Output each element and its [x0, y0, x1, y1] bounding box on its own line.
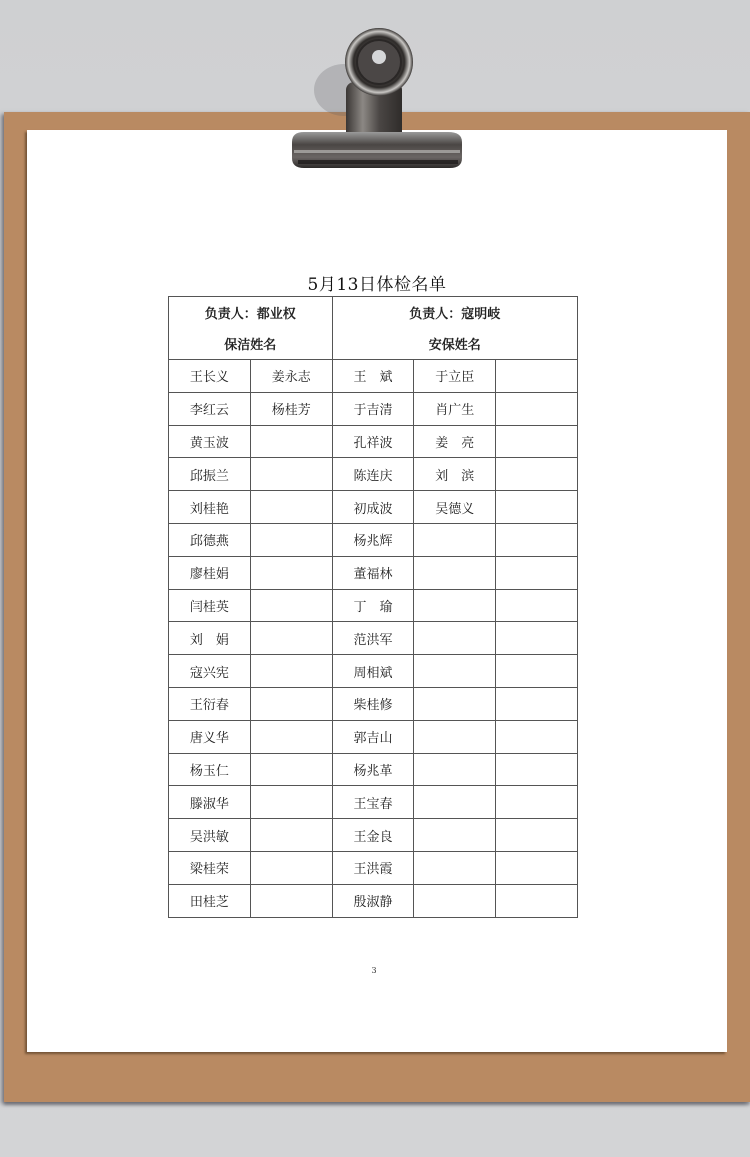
table-row: [169, 720, 578, 753]
security-name-cell: [496, 786, 578, 819]
security-name-cell: [496, 687, 578, 720]
page-number: 3: [371, 966, 377, 975]
security-name-cell: 孔祥波: [332, 425, 414, 458]
security-name-cell: 于吉清: [332, 392, 414, 425]
security-name-cell: 董福林: [332, 556, 414, 589]
cleaning-name-cell: 王长义: [169, 360, 251, 393]
security-name-cell: [414, 786, 496, 819]
table-row: [169, 523, 578, 556]
security-name-cell: [414, 753, 496, 786]
security-name-cell: [414, 884, 496, 917]
security-name-cell: [414, 720, 496, 753]
table-row: [169, 622, 578, 655]
table-row: [169, 819, 578, 852]
cleaning-name-cell: 吴洪敏: [169, 819, 251, 852]
cleaning-name-cell: 李红云: [169, 392, 251, 425]
table-row: [169, 392, 578, 425]
cleaning-name-cell: [250, 589, 332, 622]
security-name-cell: 初成波: [332, 491, 414, 524]
cleaning-name-cell: 杨桂芳: [250, 392, 332, 425]
security-name-cell: 柴桂修: [332, 687, 414, 720]
cleaning-name-cell: 姜永志: [250, 360, 332, 393]
cleaning-name-cell: 滕淑华: [169, 786, 251, 819]
security-name-cell: [414, 687, 496, 720]
cleaning-name-cell: [250, 425, 332, 458]
cleaning-name-cell: 黄玉波: [169, 425, 251, 458]
cleaning-name-cell: 寇兴宪: [169, 655, 251, 688]
table-row: [169, 851, 578, 884]
cleaning-name-cell: [250, 851, 332, 884]
cleaning-name-cell: [250, 458, 332, 491]
cleaning-section-header: 保洁姓名: [169, 328, 333, 360]
document-title: 5月13日体检名单: [307, 275, 447, 295]
security-name-cell: [496, 556, 578, 589]
security-name-cell: 杨兆辉: [332, 523, 414, 556]
security-name-cell: 王宝春: [332, 786, 414, 819]
security-name-cell: [414, 655, 496, 688]
cleaning-name-cell: 邱德燕: [169, 523, 251, 556]
security-name-cell: 肖广生: [414, 392, 496, 425]
security-name-cell: 王洪霞: [332, 851, 414, 884]
security-name-cell: [496, 523, 578, 556]
table-row: [169, 687, 578, 720]
security-name-cell: [496, 622, 578, 655]
cleaning-name-cell: 刘 娟: [169, 622, 251, 655]
security-name-cell: 丁 瑜: [332, 589, 414, 622]
table-row: [169, 884, 578, 917]
cleaning-name-cell: [250, 884, 332, 917]
security-name-cell: [414, 851, 496, 884]
table-row: [169, 458, 578, 491]
cleaning-name-cell: [250, 687, 332, 720]
roster-table: [168, 296, 578, 918]
cleaning-name-cell: [250, 786, 332, 819]
cleaning-name-cell: [250, 655, 332, 688]
cleaning-name-cell: [250, 491, 332, 524]
table-row: [169, 491, 578, 524]
cleaning-name-cell: 闫桂英: [169, 589, 251, 622]
security-name-cell: [496, 655, 578, 688]
table-row: [169, 786, 578, 819]
cleaning-name-cell: [250, 753, 332, 786]
cleaning-name-cell: 邱振兰: [169, 458, 251, 491]
paper-sheet: [27, 130, 727, 1052]
cleaning-name-cell: [250, 819, 332, 852]
security-name-cell: [414, 819, 496, 852]
security-name-cell: [496, 491, 578, 524]
table-row: [169, 753, 578, 786]
cleaning-name-cell: 田桂芝: [169, 884, 251, 917]
cleaning-name-cell: 廖桂娟: [169, 556, 251, 589]
security-name-cell: 姜 亮: [414, 425, 496, 458]
security-name-cell: [496, 720, 578, 753]
security-name-cell: [496, 819, 578, 852]
security-name-cell: 刘 滨: [414, 458, 496, 491]
security-name-cell: [496, 360, 578, 393]
cleaning-supervisor: 负责人：都业权: [169, 297, 333, 329]
security-section-header: 安保姓名: [332, 328, 577, 360]
cleaning-name-cell: [250, 622, 332, 655]
security-name-cell: [496, 753, 578, 786]
security-name-cell: 于立臣: [414, 360, 496, 393]
security-name-cell: 杨兆革: [332, 753, 414, 786]
table-row: [169, 655, 578, 688]
cleaning-name-cell: [250, 523, 332, 556]
security-name-cell: [496, 884, 578, 917]
security-name-cell: 郭吉山: [332, 720, 414, 753]
security-name-cell: 王 斌: [332, 360, 414, 393]
security-name-cell: [496, 458, 578, 491]
security-name-cell: [414, 589, 496, 622]
security-name-cell: [496, 589, 578, 622]
binder-clip-icon: [284, 24, 466, 172]
table-row: [169, 556, 578, 589]
security-name-cell: 王金良: [332, 819, 414, 852]
security-name-cell: 周相斌: [332, 655, 414, 688]
table-row: [169, 360, 578, 393]
security-name-cell: [414, 556, 496, 589]
cleaning-name-cell: 唐义华: [169, 720, 251, 753]
security-name-cell: [496, 851, 578, 884]
cleaning-name-cell: 刘桂艳: [169, 491, 251, 524]
security-name-cell: 殷淑静: [332, 884, 414, 917]
security-name-cell: 陈连庆: [332, 458, 414, 491]
security-name-cell: [414, 523, 496, 556]
cleaning-name-cell: 王衍春: [169, 687, 251, 720]
security-name-cell: 吴德义: [414, 491, 496, 524]
cleaning-name-cell: 梁桂荣: [169, 851, 251, 884]
security-name-cell: [496, 425, 578, 458]
security-name-cell: 范洪军: [332, 622, 414, 655]
cleaning-name-cell: [250, 720, 332, 753]
cleaning-name-cell: [250, 556, 332, 589]
table-row: [169, 425, 578, 458]
table-row: [169, 589, 578, 622]
cleaning-name-cell: 杨玉仁: [169, 753, 251, 786]
security-name-cell: [414, 622, 496, 655]
security-name-cell: [496, 392, 578, 425]
security-supervisor: 负责人：寇明岐: [332, 297, 577, 329]
